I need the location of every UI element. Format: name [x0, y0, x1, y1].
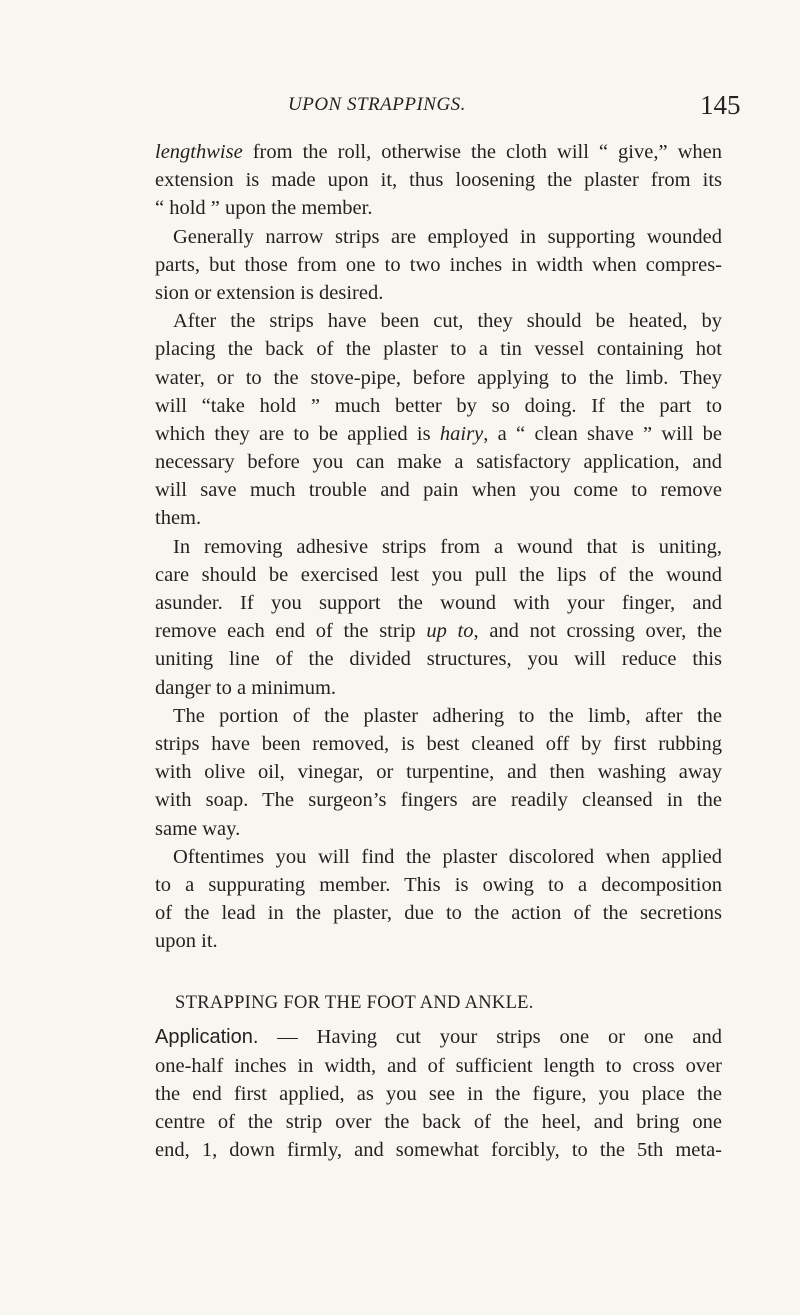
italic-word: hairy — [439, 422, 484, 445]
body-text — [155, 138, 722, 1164]
section-gap — [155, 955, 722, 983]
text-line: danger to a minimum. — [155, 676, 337, 699]
text-line: with soap. The surgeon’s fingers are readily cleansed in the — [155, 789, 722, 812]
text-line — [155, 617, 722, 645]
italic-word: up to — [426, 620, 474, 643]
text-line: placing the back of the plaster to a tin vessel containing hot — [155, 338, 722, 361]
paragraph — [155, 843, 722, 956]
text-line: to a suppurating member. This is owing to a decomposition — [155, 873, 722, 896]
italic-word: lengthwise — [155, 141, 243, 163]
paragraph — [155, 138, 722, 223]
text-line: the end first applied, as you see in the figure, you place the — [155, 1082, 722, 1105]
text-line: care should be exercised lest you pull the lips of the wound — [155, 563, 722, 586]
text-line: end, 1, down firmly, and somewhat forcibly, to the 5th meta- — [155, 1139, 722, 1162]
text-line — [155, 1023, 722, 1051]
text-segment: , and not crossing over, the — [473, 620, 722, 643]
text-line: one-half inches in width, and of sufficient length to cross over — [155, 1054, 722, 1077]
running-title: UPON STRAPPINGS. — [288, 94, 466, 115]
text-line: After the strips have been cut, they should be heated, by — [173, 310, 722, 333]
text-line: upon it. — [155, 930, 218, 953]
text-line: uniting line of the divided structures, you will reduce this — [155, 648, 722, 671]
text-line: with olive oil, vinegar, or turpentine, and then washing away — [155, 761, 722, 784]
text-line: The portion of the plaster adhering to the limb, after the — [173, 704, 722, 727]
application-label: Application. — [155, 1026, 259, 1049]
text-line: asunder. If you support the wound with your finger, and — [155, 592, 722, 614]
text-segment: — Having cut your strips one or one and — [277, 1026, 722, 1049]
text-segment: which they are to be applied is — [155, 422, 440, 445]
text-line: Oftentimes you will find the plaster discolored when applied — [173, 845, 722, 868]
text-line: centre of the strip over the back of the heel, and bring one — [155, 1111, 722, 1133]
text-line: parts, but those from one to two inches in width when compres- — [155, 253, 722, 276]
text-line: of the lead in the plaster, due to the action of the secretions — [155, 902, 722, 925]
paragraph — [155, 702, 722, 843]
text-line — [155, 420, 722, 448]
text-line: necessary before you can make a satisfactory application, and — [155, 451, 722, 474]
paragraph — [155, 223, 722, 308]
running-header — [0, 90, 800, 130]
text-line: strips have been removed, is best cleaned off by first rubbing — [155, 732, 722, 755]
section-heading: STRAPPING FOR THE FOOT AND ANKLE. — [175, 993, 534, 1014]
text-line: same way. — [155, 817, 241, 840]
text-line: will save much trouble and pain when you come to remove — [155, 479, 722, 502]
page-number: 145 — [700, 90, 741, 120]
text-line: extension is made upon it, thus loosening the plaster from its — [155, 169, 722, 192]
text-line: them. — [155, 507, 202, 530]
text-segment: , a “ clean shave ” will be — [483, 422, 722, 445]
paragraph — [155, 533, 722, 702]
paragraph — [155, 1023, 722, 1164]
text-line: water, or to the stove-pipe, before applying to the limb. They — [155, 366, 722, 389]
text-segment: from the roll, otherwise the cloth will “ give,” when — [242, 141, 722, 163]
paragraph — [155, 307, 722, 533]
text-line: will “take hold ” much better by so doing. If the part to — [155, 394, 722, 417]
text-line: Generally narrow strips are employed in supporting wounded — [173, 225, 722, 248]
text-segment: remove each end of the strip — [155, 620, 427, 643]
text-line — [155, 138, 722, 166]
text-line: sion or extension is desired. — [155, 281, 384, 304]
text-line: “ hold ” upon the member. — [155, 197, 373, 220]
text-line: In removing adhesive strips from a wound that is uniting, — [173, 535, 722, 558]
